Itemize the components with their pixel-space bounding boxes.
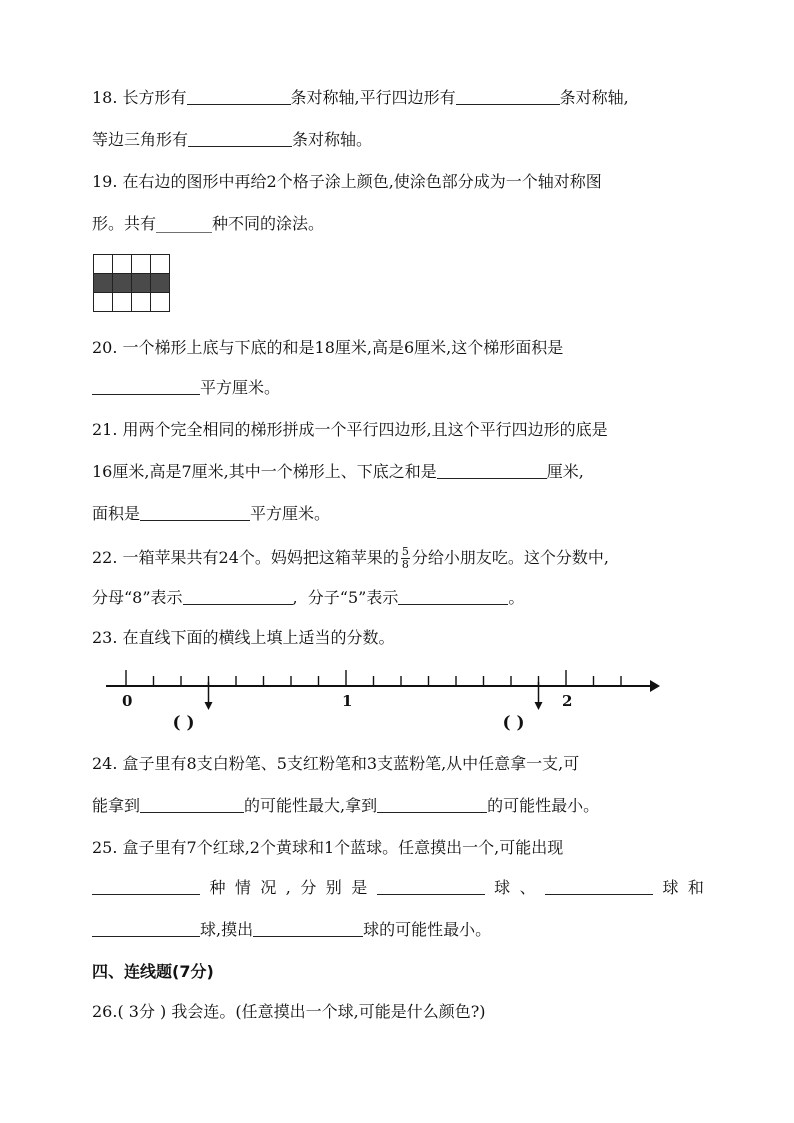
section-title: 四、连线题(7分) — [92, 962, 214, 981]
q20-line-2: 平方厘米。 — [92, 378, 280, 398]
q22-blank-denominator[interactable] — [183, 588, 293, 605]
q25-blank-least[interactable] — [253, 920, 363, 937]
q25-line-2: 种 情 况 , 分 别 是 球 、 球 和 — [92, 878, 704, 898]
q21-line-1: 21. 用两个完全相同的梯形拼成一个平行四边形,且这个平行四边形的底是 — [92, 420, 608, 439]
tick-label: 0 — [122, 692, 133, 710]
q22-line-2: 分母“8”表示 , 分子“5”表示 。 — [92, 588, 525, 607]
q19-line-2: 形。共有_______种不同的涂法。 — [92, 214, 325, 233]
q18-blank-triangle[interactable] — [188, 130, 292, 147]
q18-line-2: 等边三角形有 条对称轴。 — [92, 130, 373, 149]
grid-cell — [113, 274, 132, 293]
grid-cell — [113, 255, 132, 274]
q24-blank-least[interactable] — [377, 796, 487, 813]
grid-cell — [94, 255, 113, 274]
q21-line-2: 16厘米,高是7厘米,其中一个梯形上、下底之和是 厘米, — [92, 462, 584, 481]
q23-text: 23. 在直线下面的横线上填上适当的分数。 — [92, 628, 395, 647]
q22-blank-numerator[interactable] — [398, 588, 508, 605]
grid-cell — [132, 274, 151, 293]
q25-blank-color-2[interactable] — [545, 878, 653, 895]
arrow-down-icon — [205, 702, 213, 710]
grid-cell — [132, 293, 151, 312]
answer-parentheses: ( ) — [502, 713, 525, 733]
q22-line-1: 22. 一箱苹果共有24个。妈妈把这箱苹果的 $\frac{5}{8}$ 分给小朋友吃。这个分数中, — [92, 545, 609, 571]
arrow-down-icon — [535, 702, 543, 710]
q18-blank-parallelogram[interactable] — [456, 88, 560, 105]
arrow-right-icon — [650, 680, 660, 692]
q25-line-1: 25. 盒子里有7个红球,2个黄球和1个蓝球。任意摸出一个,可能出现 — [92, 838, 564, 857]
q25-line-3: 球,摸出 球的可能性最小。 — [92, 920, 491, 940]
q25-blank-cases[interactable] — [92, 878, 200, 895]
grid-cell — [113, 293, 132, 312]
q20-line-1: 20. 一个梯形上底与下底的和是18厘米,高是6厘米,这个梯形面积是 — [92, 338, 564, 357]
q19-grid[interactable] — [93, 254, 170, 312]
q20-blank-area[interactable] — [92, 378, 200, 395]
grid-cell — [94, 293, 113, 312]
q24-line-1: 24. 盒子里有8支白粉笔、5支红粉笔和3支蓝粉笔,从中任意拿一支,可 — [92, 754, 580, 773]
q18-line-1: 18. 长方形有 条对称轴,平行四边形有 条对称轴, — [92, 88, 629, 107]
answer-parentheses: ( ) — [172, 713, 195, 733]
grid-cell — [151, 255, 170, 274]
q23-number-line — [98, 660, 668, 736]
q21-blank-sum[interactable] — [437, 462, 547, 479]
fraction-five-eighths: $\frac{5}{8}$ — [401, 545, 409, 571]
q24-line-2: 能拿到 的可能性最大,拿到 的可能性最小。 — [92, 796, 600, 815]
grid-cell — [151, 274, 170, 293]
tick-label: 1 — [342, 692, 353, 710]
q25-blank-color-1[interactable] — [377, 878, 485, 895]
q18-blank-rectangle[interactable] — [187, 88, 291, 105]
q21-blank-area[interactable] — [140, 504, 250, 521]
q24-blank-most[interactable] — [140, 796, 244, 813]
tick-label: 2 — [562, 692, 573, 710]
q19-line-1: 19. 在右边的图形中再给2个格子涂上颜色,使涂色部分成为一个轴对称图 — [92, 172, 602, 191]
grid-cell — [132, 255, 151, 274]
q25-blank-color-3[interactable] — [92, 920, 200, 937]
grid-cell — [151, 293, 170, 312]
q26-text: 26.( 3分 ) 我会连。(任意摸出一个球,可能是什么颜色?) — [92, 1002, 486, 1021]
q21-line-3: 面积是 平方厘米。 — [92, 504, 331, 523]
grid-cell — [94, 274, 113, 293]
